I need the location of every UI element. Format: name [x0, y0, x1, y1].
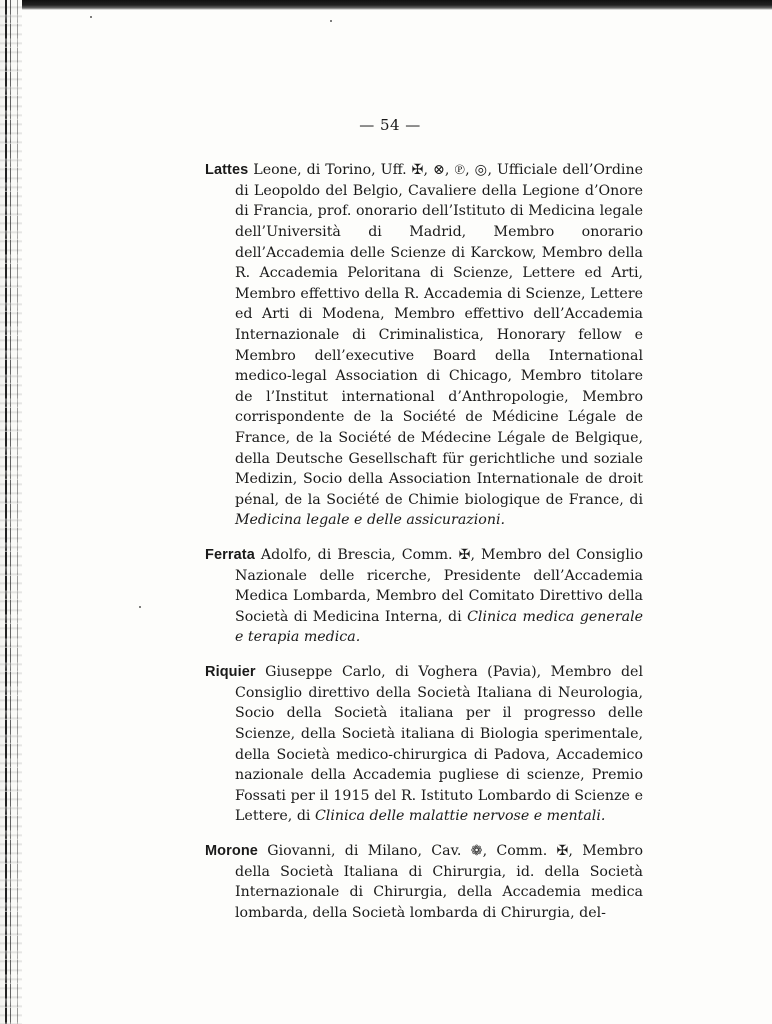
scan-speck — [330, 20, 332, 22]
scan-speck — [90, 16, 92, 18]
scan-speck — [139, 606, 141, 608]
book-spine — [0, 0, 22, 1024]
entry-subject: Clinica medica generale e terapia medica. — [235, 608, 643, 646]
spine-shadow-line — [5, 0, 7, 1024]
entry-subject: Clinica delle malattie nervose e mentali. — [314, 808, 606, 825]
entry-name: Riquier — [205, 664, 256, 681]
page-top-edge — [0, 0, 772, 10]
entry-ferrata — [205, 545, 643, 648]
spine-shadow-line — [10, 0, 11, 1024]
spine-shadow-line — [17, 0, 18, 1024]
entry-subject: Medicina legale e delle assicurazioni. — [235, 512, 506, 529]
entry-text: Giuseppe Carlo, di Voghera (Pavia), Membro del Consiglio direttivo della Società Italiana di Neurologia, Socio della Società italiana per il progresso delle Scienze, della Società italiana di Biologia sperimentale, della Società medico-chirurgica di Padova, Accademico nazionale della Accademia pugliese di scienze, Premio Fossati per il 1915 del R. Istituto Lombardo di Scienze e Lettere, di — [235, 664, 643, 825]
entry-text: Adolfo, di Brescia, Comm. ✠, Membro del Consiglio Nazionale delle ricerche, Presidente dell’Accademia Medica Lombarda, Membro del Comitato Direttivo della Società di Medicina Interna, di — [235, 547, 643, 625]
entry-riquier — [205, 662, 643, 827]
entry-lattes — [205, 160, 643, 531]
entry-name: Lattes — [205, 162, 249, 179]
page-number: — 54 — — [359, 116, 421, 134]
entry-text: Leone, di Torino, Uff. ✠, ⊗, ℗, ◎, Ufficiale dell’Ordine di Leopoldo del Belgio, Cavaliere della Legione d’Onore di Francia, prof. onorario dell’Istituto di Medicina legale dell’Università di Madrid, Membro onorario dell’Accademia delle Scienze di Karckow, Membro della R. Accademia Peloritana di Scienze, Lettere ed Arti, Membro effettivo della R. Accademia di Scienze, Lettere ed Arti di Modena, Membro effettivo dell’Accademia Internazionale di Criminalistica, Honorary fellow e Membro dell’executive Board della International medico-legal Association di Chicago, Membro titolare de l’Institut international d’Anthropologie, Membro corrispondente de la Société de Médicine Légale de France, de la Société de Médecine Légale de Belgique, della Deutsche Gesellschaft für gerichtliche und soziale Medizin, Socio della Association Internationale de droit pénal, de la Société de Chimie biologique de France, di — [235, 162, 643, 508]
entry-name: Ferrata — [205, 547, 255, 564]
entry-name: Morone — [205, 843, 258, 860]
entry-morone — [205, 841, 643, 923]
entry-list — [205, 146, 643, 934]
entry-text: Giovanni, di Milano, Cav. ❁, Comm. ✠, Membro della Società Italiana di Chirurgia, id. della Società Internazionale di Chirurgia, della Accademia medica lombarda, della Società lombarda di Chirurgia, del- — [235, 843, 643, 921]
